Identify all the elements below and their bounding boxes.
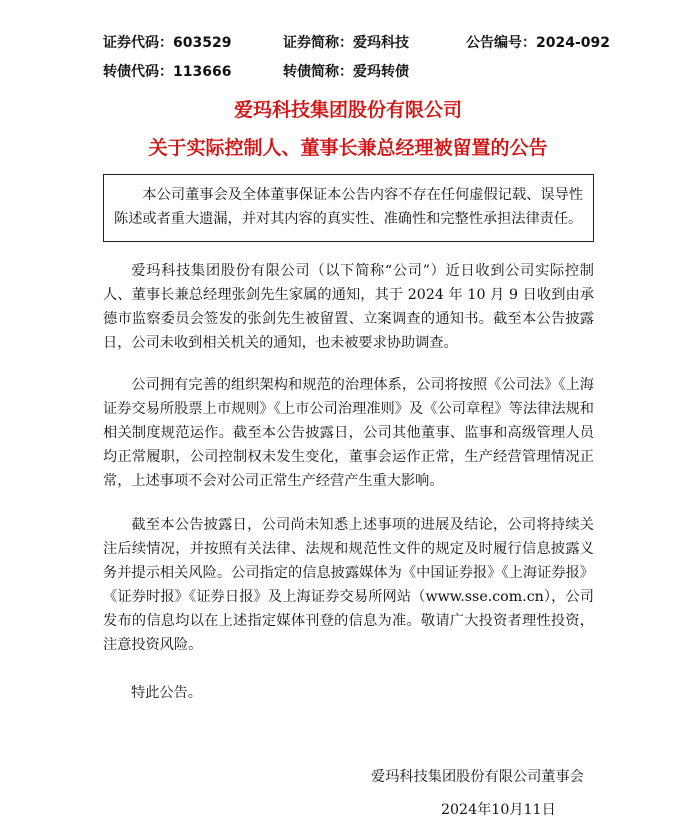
paragraph-2: 公司拥有完善的组织架构和规范的治理体系，公司将按照《公司法》《上海证券交易所股票上市规则》《上市公司治理准则》及《公司章程》等法律法规和相关制度规范运作。截至本公告披露日，公司其他董事、监事和高级管理人员均正常履职，公司控制权未发生变化，董事会运作正常，生产经营管理情况正常，上述事项不会对公司正常生产经营产生重大影响。 xyxy=(103,377,594,489)
paragraph-1: 爱玛科技集团股份有限公司（以下简称“公司”）近日收到公司实际控制人、董事长兼总经理张剑先生家属的通知，其于 2024 年 10 月 9 日收到由承德市监察委员会签发的张剑先生被留置、立案调查的通知书。截至本公告披露日，公司未收到相关机关的通知，也未被要求协助调查。 xyxy=(103,263,594,351)
company-title: 爱玛科技集团股份有限公司 xyxy=(233,99,462,121)
announcement-title: 关于实际控制人、董事长兼总经理被留置的公告 xyxy=(148,137,548,159)
stock-abbreviation: 证券简称：爱玛科技 xyxy=(283,35,409,51)
disclaimer-box xyxy=(103,174,594,242)
bond-abbreviation: 转债简称：爱玛转债 xyxy=(283,64,409,80)
announcement-number: 公告编号：2024-092 xyxy=(466,35,610,51)
bond-code: 转债代码：113666 xyxy=(103,64,232,80)
closing-remark: 特此公告。 xyxy=(131,685,202,701)
paragraph-3: 截至本公告披露日，公司尚未知悉上述事项的进展及结论，公司将持续关注后续情况，并按照有关法律、法规和规范性文件的规定及时履行信息披露义务并提示相关风险。公司指定的信息披露媒体为《中国证券报》《上海证券报》《证券时报》《证券日报》及上海证券交易所网站（www.sse.com.cn），公司发布的信息均以在上述指定媒体刊登的信息为准。敬请广大投资者理性投资，注意投资风险。 xyxy=(103,517,594,653)
disclaimer-text: 本公司董事会及全体董事保证本公告内容不存在任何虚假记载、误导性陈述或者重大遗漏，并对其内容的真实性、准确性和完整性承担法律责任。 xyxy=(114,187,583,227)
announcement-date: 2024年10月11日 xyxy=(441,802,556,818)
signature: 爱玛科技集团股份有限公司董事会 xyxy=(371,769,584,785)
stock-code: 证券代码：603529 xyxy=(103,35,232,51)
